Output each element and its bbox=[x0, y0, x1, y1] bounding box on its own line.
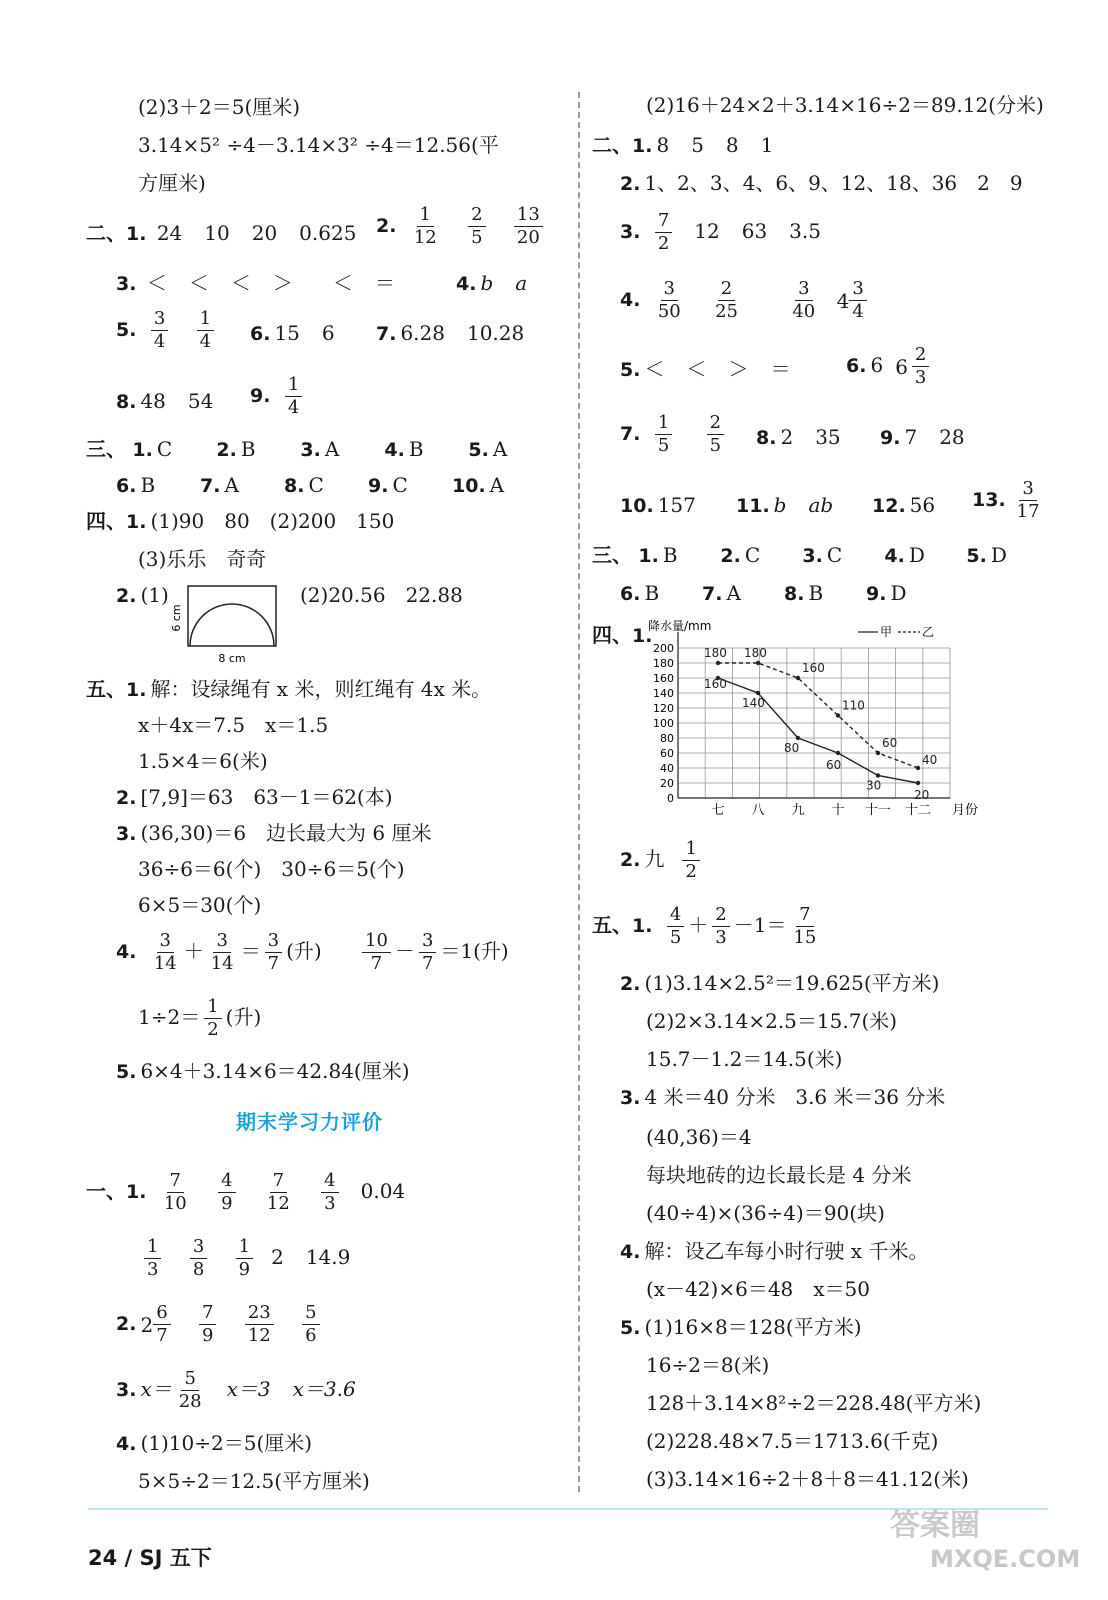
section-5-q4: 4. $\frac{3}{14}$ ＋ $\frac{3}{14}$ ＝ $\frac{3}{7}$ (升) $\frac{10}{7}$ － $\frac{3}{7}$ ＝1(升) bbox=[116, 930, 509, 974]
answer-line: 3.14×5² ÷4－3.14×3² ÷4＝12.56(平 bbox=[138, 133, 499, 157]
section-2-q3: 3. ＜ ＜ ＜ ＞ ＜ ＝ bbox=[116, 271, 395, 295]
section-2-q8: 8. 2 35 bbox=[756, 425, 841, 449]
section-5-q5: 5. (1)16×8＝128(平方米) bbox=[620, 1315, 862, 1339]
answer-line: 每块地砖的边长最长是 4 分米 bbox=[646, 1163, 912, 1187]
data-point bbox=[916, 781, 920, 785]
section-2-q2: 2. 1、2、3、4、6、9、12、18、36 2 9 bbox=[620, 171, 1023, 195]
x-tick-label: 八 bbox=[751, 803, 765, 818]
section-4-q2: 2. (1) bbox=[116, 583, 169, 607]
series-line-yi bbox=[718, 663, 918, 768]
section-label: 四、 bbox=[86, 509, 126, 533]
answer-line: 16÷2＝8(米) bbox=[646, 1353, 770, 1377]
answer-line: (2)2×3.14×2.5＝15.7(米) bbox=[646, 1009, 898, 1033]
answer-line: 1.5×4＝6(米) bbox=[138, 749, 268, 773]
fraction: $\frac{10}{7}$ bbox=[362, 930, 391, 975]
fraction: $\frac{1}{12}$ bbox=[413, 204, 437, 248]
x-tick-label: 九 bbox=[791, 803, 805, 818]
diagram-height-label: 6 cm bbox=[170, 604, 183, 632]
fraction: $\frac{7}{10}$ bbox=[163, 1170, 187, 1214]
answer-line: (3)乐乐 奇奇 bbox=[138, 547, 267, 571]
answer-line: 1÷2＝ $\frac{1}{2}$ (升) bbox=[138, 996, 262, 1040]
fraction: $\frac{2}{25}$ bbox=[715, 278, 738, 322]
section-label: 四、 bbox=[592, 623, 632, 647]
data-label: 160 bbox=[802, 661, 825, 675]
answer-line: (40,36)＝4 bbox=[646, 1125, 752, 1149]
fraction: $\frac{1}{2}$ bbox=[682, 838, 699, 883]
answer-line: 6×5＝30(个) bbox=[138, 893, 262, 917]
section-2-q6: 6. 15 6 bbox=[250, 321, 335, 345]
legend-label-jia: 甲 bbox=[880, 625, 893, 639]
fraction: $\frac{1}{2}$ bbox=[204, 996, 221, 1041]
section-label: 二、 bbox=[592, 133, 632, 157]
fraction: $\frac{13}{20}$ bbox=[514, 204, 543, 249]
data-point bbox=[876, 773, 880, 777]
data-label: 180 bbox=[704, 646, 727, 660]
data-point bbox=[916, 766, 920, 770]
data-point bbox=[716, 661, 720, 665]
y-tick-label: 140 bbox=[653, 687, 674, 700]
fraction: $\frac{3}{7}$ bbox=[419, 930, 436, 975]
section-2-q7: 7. 6.28 10.28 bbox=[376, 321, 525, 345]
section-5-q2: 2. [7,9]＝63 63－1＝62(本) bbox=[116, 785, 393, 809]
data-label: 180 bbox=[744, 646, 767, 660]
y-tick-label: 180 bbox=[653, 657, 674, 670]
fraction: $\frac{2}{3}$ bbox=[712, 904, 729, 949]
watermark-url: MXQE.COM bbox=[930, 1545, 1081, 1573]
y-tick-label: 40 bbox=[660, 762, 674, 775]
x-tick-label: 十二 bbox=[904, 803, 932, 818]
data-label: 160 bbox=[704, 677, 727, 691]
data-label: 20 bbox=[914, 788, 930, 802]
data-point bbox=[836, 751, 840, 755]
fraction: $\frac{1}{4}$ bbox=[197, 308, 214, 353]
legend-label-yi: 乙 bbox=[922, 625, 935, 639]
data-point bbox=[836, 713, 840, 717]
mixed-number: 4 3 4 bbox=[837, 278, 871, 323]
fraction: $\frac{7}{2}$ bbox=[655, 210, 672, 255]
section-4-q1: 四、1. bbox=[592, 623, 653, 647]
final-q1-row2: $\frac{1}{3}$ $\frac{3}{8}$ $\frac{1}{9}$ 2 14.9 bbox=[140, 1236, 350, 1281]
section-3-row2: 6. B 7. A 8. B 9. D bbox=[620, 581, 907, 605]
fraction: $\frac{2}{5}$ bbox=[468, 204, 485, 249]
mixed-number: 6 2 3 bbox=[895, 344, 933, 389]
mixed-number: 2 6 7 bbox=[140, 1302, 174, 1347]
answer-line: 128＋3.14×8²÷2＝228.48(平方米) bbox=[646, 1391, 982, 1415]
fraction: $\frac{3}{17}$ bbox=[1016, 478, 1040, 522]
fraction: $\frac{4}{5}$ bbox=[667, 904, 684, 949]
answer-line: (40÷4)×(36÷4)＝90(块) bbox=[646, 1201, 885, 1225]
section-2-q10: 10. 157 bbox=[620, 493, 696, 517]
final-q3: 3. x＝ $\frac{5}{28}$ x＝3 x＝3.6 bbox=[116, 1368, 356, 1412]
x-tick-label: 十 bbox=[831, 803, 845, 818]
diagram-width-label: 8 cm bbox=[218, 652, 246, 665]
section-5-q1: 五、1. $\frac{4}{5}$ ＋ $\frac{2}{3}$ －1＝ $\frac{7}{15}$ bbox=[592, 904, 823, 949]
data-label: 80 bbox=[784, 741, 800, 755]
fraction: $\frac{1}{4}$ bbox=[285, 374, 302, 419]
section-2-q9: 9. $\frac{1}{4}$ bbox=[250, 374, 306, 419]
data-point bbox=[756, 691, 760, 695]
data-label: 140 bbox=[742, 696, 765, 710]
y-tick-label: 100 bbox=[653, 717, 674, 730]
y-tick-label: 60 bbox=[660, 747, 674, 760]
final-q2: 2. 2 6 7 $\frac{7}{9}$ $\frac{23}{12}$ $\frac{5}{6}$ bbox=[116, 1302, 324, 1347]
x-tick-label: 七 bbox=[711, 803, 725, 818]
section-label: 三、 bbox=[592, 543, 632, 567]
fraction: $\frac{5}{28}$ bbox=[178, 1368, 202, 1412]
data-label: 40 bbox=[922, 753, 938, 767]
section-2-q1: 二、1. 24 10 20 0.625 bbox=[86, 221, 357, 245]
watermark-logo: 答案圈 bbox=[890, 1508, 980, 1543]
data-point bbox=[796, 736, 800, 740]
y-tick-label: 20 bbox=[660, 777, 674, 790]
rainfall-line-chart bbox=[620, 618, 980, 828]
y-tick-label: 120 bbox=[653, 702, 674, 715]
section-label: 三、 bbox=[86, 437, 126, 461]
answer-line: (2)228.48×7.5＝1713.6(千克) bbox=[646, 1429, 939, 1453]
section-5-q3: 3. 4 米＝40 分米 3.6 米＝36 分米 bbox=[620, 1085, 946, 1109]
section-2-q3: 3. $\frac{7}{2}$ 12 63 3.5 bbox=[620, 210, 821, 254]
series-line-jia bbox=[718, 678, 918, 783]
fraction: $\frac{2}{5}$ bbox=[707, 412, 724, 457]
section-label: 二、 bbox=[86, 221, 126, 245]
section-3-row2: 6. B 7. A 8. C 9. C 10. A bbox=[116, 473, 505, 497]
section-label: 五、 bbox=[592, 913, 632, 937]
answer-line: x＋4x＝7.5 x＝1.5 bbox=[138, 713, 329, 737]
final-q4: 4. (1)10÷2＝5(厘米) bbox=[116, 1431, 313, 1455]
fraction: $\frac{3}{8}$ bbox=[190, 1236, 207, 1281]
answer-line: 5×5÷2＝12.5(平方厘米) bbox=[138, 1469, 370, 1493]
y-tick-label: 80 bbox=[660, 732, 674, 745]
answer-line: 15.7－1.2＝14.5(米) bbox=[646, 1047, 843, 1071]
fraction: $\frac{3}{14}$ bbox=[153, 930, 177, 974]
section-3-row1: 三、 1. B 2. C 3. C 4. D 5. D bbox=[592, 543, 1007, 567]
final-q1: 一、1. $\frac{7}{10}$ $\frac{4}{9}$ $\frac{7}{12}$ $\frac{4}{3}$ 0.04 bbox=[86, 1170, 406, 1214]
fraction: $\frac{4}{9}$ bbox=[218, 1170, 235, 1215]
section-label: 一、 bbox=[86, 1179, 126, 1203]
section-3-row1: 三、 1. C 2. B 3. A 4. B 5. A bbox=[86, 437, 508, 461]
answer-line: 36÷6＝6(个) 30÷6＝5(个) bbox=[138, 857, 405, 881]
x-tick-label: 十一 bbox=[864, 803, 892, 818]
section-2-q2: 2. $\frac{1}{12}$ $\frac{2}{5}$ $\frac{13}{20}$ bbox=[376, 204, 547, 249]
fraction: $\frac{4}{3}$ bbox=[321, 1170, 338, 1215]
section-2-q1: 二、1. 8 5 8 1 bbox=[592, 133, 774, 157]
column-divider bbox=[578, 92, 580, 1492]
y-tick-label: 0 bbox=[667, 792, 674, 805]
data-point bbox=[876, 751, 880, 755]
section-5-q5: 5. 6×4＋3.14×6＝42.84(厘米) bbox=[116, 1059, 410, 1083]
section-4-q2: 2. 九 $\frac{1}{2}$ bbox=[620, 838, 704, 883]
answer-line: (x－42)×6＝48 x＝50 bbox=[646, 1277, 870, 1301]
section-2-q7: 7. $\frac{1}{5}$ $\frac{2}{5}$ bbox=[620, 412, 728, 457]
fraction: $\frac{7}{15}$ bbox=[793, 904, 817, 948]
section-5-q3: 3. (36,30)＝6 边长最大为 6 厘米 bbox=[116, 821, 432, 845]
data-label: 110 bbox=[842, 698, 865, 713]
section-2-q4: 4. $\frac{3}{50}$ $\frac{2}{25}$ $\frac{3}{40}$ 4 3 4 bbox=[620, 278, 871, 323]
section-2-q12: 12. 56 bbox=[872, 493, 936, 517]
section-5-q1: 五、1. 解：设绿绳有 x 米，则红绳有 4x 米。 bbox=[86, 677, 492, 701]
page-footer: 24 / SJ 五下 bbox=[88, 1546, 212, 1570]
section-2-q8: 8. 48 54 bbox=[116, 389, 214, 413]
x-axis-title: 月份 bbox=[952, 803, 979, 818]
y-axis-title: 降水量/mm bbox=[648, 619, 712, 633]
section-2-q11: 11. b ab bbox=[736, 493, 834, 517]
answer-line: (2)16＋24×2＋3.14×16÷2＝89.12(分米) bbox=[646, 93, 1044, 117]
y-tick-label: 160 bbox=[653, 672, 674, 685]
section-2-q4: 4. b a bbox=[456, 271, 528, 295]
section-title: 期末学习力评价 bbox=[236, 1110, 383, 1134]
semicircle-diagram bbox=[170, 582, 290, 666]
fraction: $\frac{1}{9}$ bbox=[236, 1236, 253, 1281]
section-2-q5: 5. ＜ ＜ ＞ ＝ bbox=[620, 357, 791, 381]
y-tick-label: 200 bbox=[653, 642, 674, 655]
data-point bbox=[796, 676, 800, 680]
answer-line: (2)3＋2＝5(厘米) bbox=[138, 95, 301, 119]
data-point bbox=[756, 661, 760, 665]
fraction: $\frac{3}{4}$ bbox=[151, 308, 168, 353]
fraction: $\frac{1}{5}$ bbox=[655, 412, 672, 457]
fraction: $\frac{3}{50}$ bbox=[657, 278, 681, 322]
fraction: $\frac{7}{12}$ bbox=[266, 1170, 290, 1214]
fraction: $\frac{1}{3}$ bbox=[144, 1236, 161, 1281]
fraction: $\frac{5}{6}$ bbox=[302, 1302, 319, 1347]
data-label: 30 bbox=[866, 778, 882, 793]
section-label: 五、 bbox=[86, 677, 126, 701]
section-5-q4: 4. 解：设乙车每小时行驶 x 千米。 bbox=[620, 1239, 929, 1263]
data-label: 60 bbox=[882, 736, 898, 750]
answer-line: (2)20.56 22.88 bbox=[300, 583, 463, 607]
answer-line: 方厘米) bbox=[138, 171, 206, 195]
answer-line: (3)3.14×16÷2＋8＋8＝41.12(米) bbox=[646, 1467, 969, 1491]
fraction: $\frac{3}{40}$ bbox=[792, 278, 816, 322]
fraction: $\frac{3}{7}$ bbox=[265, 930, 282, 975]
fraction: $\frac{7}{9}$ bbox=[199, 1302, 216, 1347]
section-2-q13: 13. $\frac{3}{17}$ bbox=[972, 478, 1047, 523]
section-2-q9: 9. 7 28 bbox=[880, 425, 965, 449]
fraction: $\frac{3}{14}$ bbox=[210, 930, 234, 974]
section-2-q5: 5. $\frac{3}{4}$ $\frac{1}{4}$ bbox=[116, 308, 218, 353]
section-5-q2: 2. (1)3.14×2.5²＝19.625(平方米) bbox=[620, 971, 940, 995]
data-label: 60 bbox=[826, 758, 842, 772]
section-4-q1: 四、1. (1)90 80 (2)200 150 bbox=[86, 509, 395, 533]
section-2-q6: 6. 6 6 2 3 bbox=[846, 344, 933, 389]
fraction: $\frac{23}{12}$ bbox=[245, 1302, 274, 1347]
